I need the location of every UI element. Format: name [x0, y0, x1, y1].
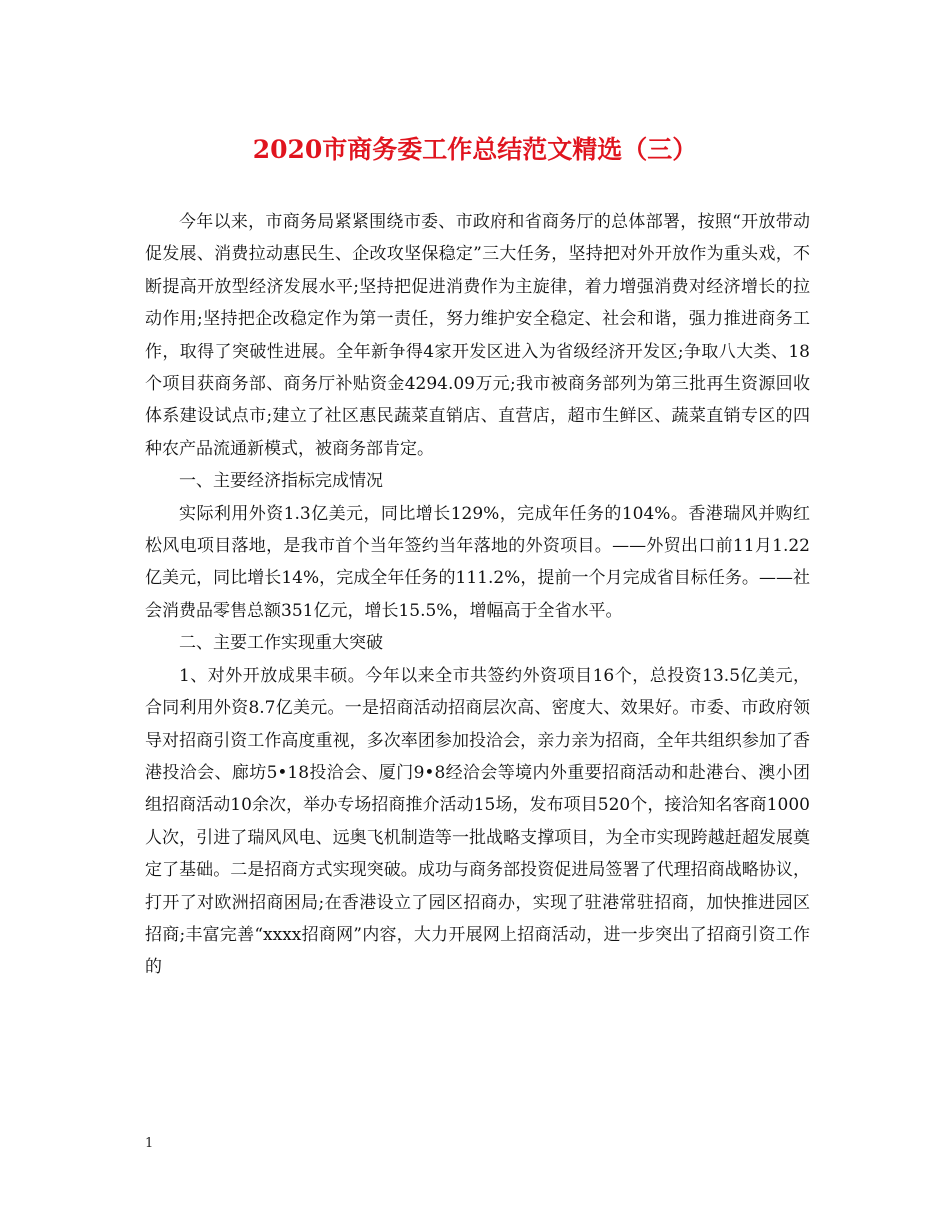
paragraph-opening-up: 1、对外开放成果丰硕。今年以来全市共签约外资项目16个，总投资13.5亿美元，合同利用外资8.7亿美元。一是招商活动招商层次高、密度大、效果好。市委、市政府领导对招商引资工作高度重视，多次率团参加投洽会，亲力亲为招商，全年共组织参加了香港投洽会、廊坊5•18投洽会、厦门9•8经洽会等境内外重要招商活动和赴港台、澳小团组招商活动10余次，举办专场招商推介活动15场，发布项目520个，接洽知名客商1000人次，引进了瑞风风电、远奥飞机制造等一批战略支撑项目，为全市实现跨越赶超发展奠定了基础。二是招商方式实现突破。成功与商务部投资促进局签署了代理招商战略协议，打开了对欧洲招商困局;在香港设立了园区招商办，实现了驻港常驻招商，加快推进园区招商;丰富完善“xxxx招商网”内容，大力开展网上招商活动，进一步突出了招商引资工作的: [145, 665, 810, 978]
section-heading-2: 二、主要工作实现重大突破: [179, 633, 383, 654]
document-title: 2020市商务委工作总结范文精选（三）: [252, 135, 698, 164]
paragraph-indicators: 实际利用外资1.3亿美元，同比增长129%，完成年任务的104%。香港瑞风并购红松风电项目落地，是我市首个当年签约当年落地的外资项目。——外贸出口前11月1.22亿美元，同比增长14%，完成全年任务的111.2%，提前一个月完成省目标任务。——社会消费品零售总额351亿元，增长15.5%，增幅高于全省水平。: [145, 503, 810, 621]
page-number: 1: [145, 1136, 154, 1151]
document-body: [145, 206, 810, 984]
section-heading-1: 一、主要经济指标完成情况: [179, 471, 383, 492]
paragraph-intro: 今年以来，市商务局紧紧围绕市委、市政府和省商务厅的总体部署，按照“开放带动促发展、消费拉动惠民生、企改攻坚保稳定”三大任务，坚持把对外开放作为重头戏，不断提高开放型经济发展水平;坚持把促进消费作为主旋律，着力增强消费对经济增长的拉动作用;坚持把企改稳定作为第一责任，努力维护安全稳定、社会和谐，强力推进商务工作，取得了突破性进展。全年新争得4家开发区进入为省级经济开发区;争取八大类、18个项目获商务部、商务厅补贴资金4294.09万元;我市被商务部列为第三批再生资源回收体系建设试点市;建立了社区惠民蔬菜直销店、直营店，超市生鲜区、蔬菜直销专区的四种农产品流通新模式，被商务部肯定。: [145, 212, 810, 459]
